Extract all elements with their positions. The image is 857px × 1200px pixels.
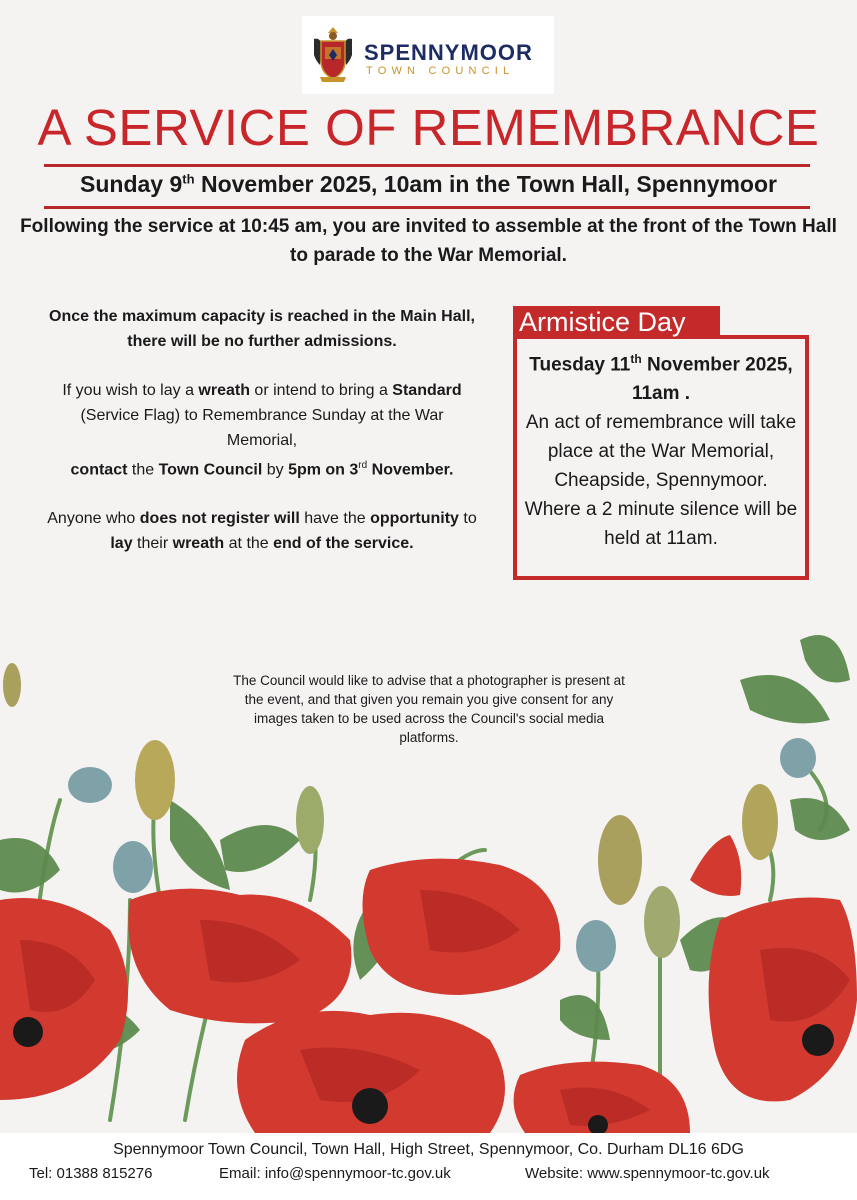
council-logo <box>302 16 554 94</box>
armistice-act: An act of remembrance will take place at the War Memorial, Cheapside, Spennymoor. <box>525 412 797 492</box>
armistice-label: Armistice Day <box>513 306 720 338</box>
armistice-silence: Where a 2 minute silence will be held at 11am. <box>524 499 798 550</box>
council-crest-icon <box>310 25 356 83</box>
divider-bottom <box>44 206 810 209</box>
parade-info: Following the service at 10:45 am, you are invited to assemble at the front of the Town Hall to parade to the War Memorial. <box>20 216 837 266</box>
page-title: A SERVICE OF REMEMBRANCE <box>37 99 820 156</box>
admission-info <box>44 304 480 580</box>
service-date: Sunday 9th November 2025, 10am in the Town Hall, Spennymoor <box>80 171 777 197</box>
divider-top <box>44 164 810 167</box>
footer-email: Email: info@spennymoor-tc.gov.uk <box>219 1165 451 1182</box>
footer-telephone: Tel: 01388 815276 <box>29 1165 153 1182</box>
footer <box>0 1133 857 1200</box>
capacity-note: Once the maximum capacity is reached in the Main Hall, there will be no further admissions. <box>49 308 475 350</box>
armistice-date: Tuesday 11th November 2025, 11am . <box>529 352 793 405</box>
wreath-note: If you wish to lay a wreath or intend to bring a Standard (Service Flag) to Remembrance Sunday at the War Memorial, contact the Town Council by 5pm on 3rd November. <box>62 382 462 479</box>
footer-address: Spennymoor Town Council, Town Hall, High Street, Spennymoor, Co. Durham DL16 6DG <box>113 1141 744 1158</box>
footer-website: Website: www.spennymoor-tc.gov.uk <box>525 1165 770 1182</box>
armistice-box <box>513 335 809 580</box>
council-subtitle: TOWN COUNCIL <box>366 65 515 77</box>
council-name: SPENNYMOOR <box>364 40 533 65</box>
photographer-notice: The Council would like to advise that a photographer is present at the event, and that given you remain you give consent for any images taken to be used across the Council's social media platforms. <box>233 673 625 745</box>
register-note: Anyone who does not register will have the opportunity to lay their wreath at the end of the service. <box>47 510 477 553</box>
